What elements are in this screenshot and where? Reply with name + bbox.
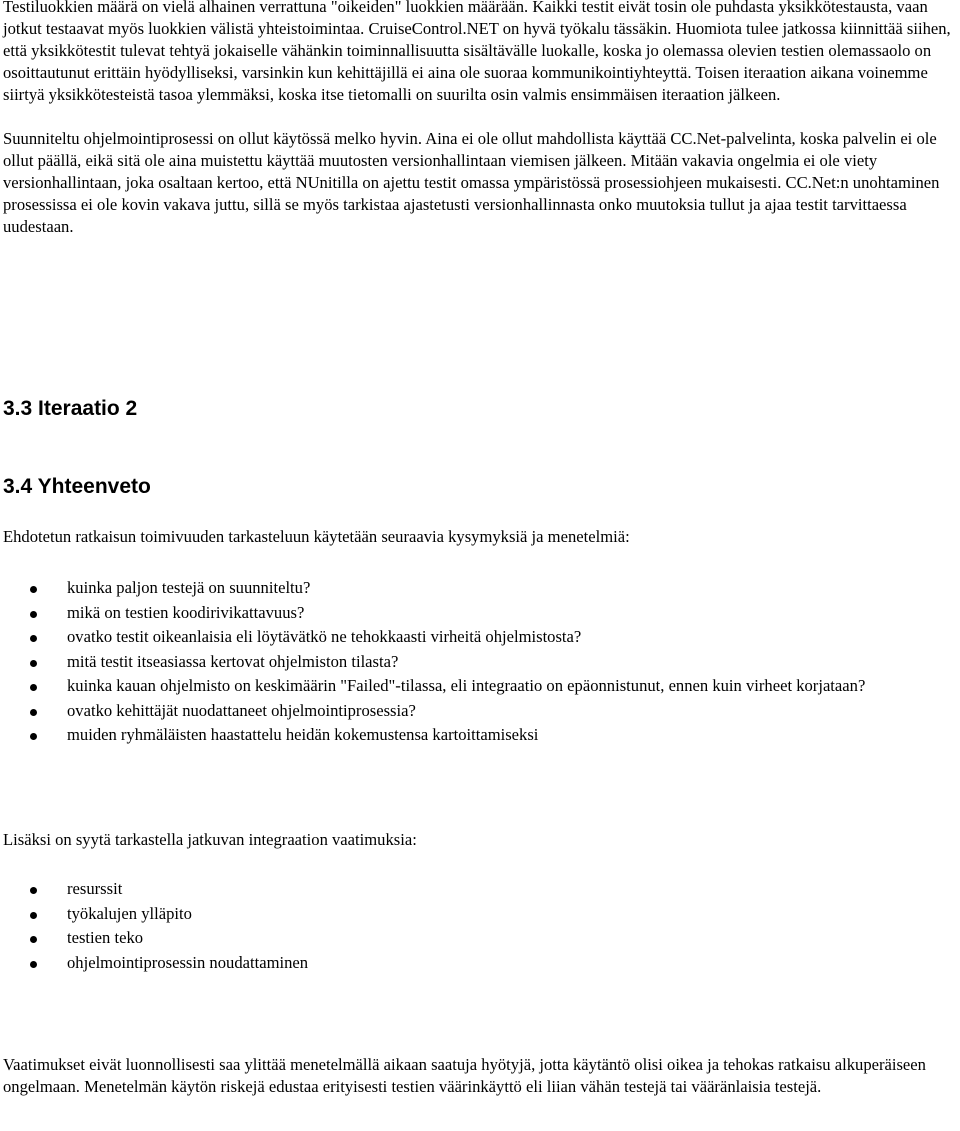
list-item: ovatko testit oikeanlaisia eli löytävätkö ne tehokkaasti virheitä ohjelmistosta? bbox=[3, 625, 955, 650]
list-item: mikä on testien koodirivikattavuus? bbox=[3, 601, 955, 626]
list-item: resurssit bbox=[3, 877, 955, 902]
list-item: kuinka paljon testejä on suunniteltu? bbox=[3, 576, 955, 601]
list-item: mitä testit itseasiassa kertovat ohjelmiston tilasta? bbox=[3, 650, 955, 675]
ci-requirements-list bbox=[3, 877, 955, 975]
list-item: muiden ryhmäläisten haastattelu heidän kokemustensa kartoittamiseksi bbox=[3, 723, 955, 748]
evaluation-questions-list bbox=[3, 576, 955, 748]
list-item: kuinka kauan ohjelmisto on keskimäärin "Failed"-tilassa, eli integraatio on epäonnistunut, ennen kuin virheet korjataan? bbox=[3, 674, 955, 699]
paragraph-ci-intro: Lisäksi on syytä tarkastella jatkuvan integraation vaatimuksia: bbox=[3, 830, 417, 849]
list-item: testien teko bbox=[3, 926, 955, 951]
document-page bbox=[3, 0, 955, 1096]
paragraph-unit-testing: Testiluokkien määrä on vielä alhainen verrattuna "oikeiden" luokkien määrään. Kaikki testit eivät tosin ole puhdasta yksikkötestausta, vaan jotkut testaavat myös luokkien välistä yhteistoimintaa. CruiseControl.NET on hyvä työkalu tässäkin. Huomiota tulee jatkossa kiinnittää siihen, että yksikkötestit tulevat tehtyä jokaiselle vähänkin toiminnallisuutta sisältävälle luokalle, koska jo olemassa olevien testien olemassaolo on osoittautunut erittäin hyödylliseksi, varsinkin kun kehittäjillä ei aina ole suoraa kommunikointiyhteyttä. Toisen iteraation aikana voinemme siirtyä yksikkötesteistä tasoa ylemmäksi, koska itse tietomalli on suurilta osin valmis ensimmäisen iteraation jälkeen. bbox=[3, 0, 951, 104]
list-item: ohjelmointiprosessin noudattaminen bbox=[3, 951, 955, 976]
heading-summary: 3.4 Yhteenveto bbox=[3, 475, 151, 498]
paragraph-summary-intro: Ehdotetun ratkaisun toimivuuden tarkasteluun käytetään seuraavia kysymyksiä ja menetelmiä: bbox=[3, 527, 630, 546]
list-item: ovatko kehittäjät nuodattaneet ohjelmointiprosessia? bbox=[3, 699, 955, 724]
paragraph-closing: Vaatimukset eivät luonnollisesti saa ylittää menetelmällä aikaan saatuja hyötyjä, jotta käytäntö olisi oikea ja tehokas ratkaisu alkuperäiseen ongelmaan. Menetelmän käytön riskejä edustaa erityisesti testien väärinkäyttö eli liian vähän testejä tai vääränlaisia testejä. bbox=[3, 1055, 926, 1096]
list-item: työkalujen ylläpito bbox=[3, 902, 955, 927]
heading-iteration-2: 3.3 Iteraatio 2 bbox=[3, 397, 138, 420]
paragraph-programming-process: Suunniteltu ohjelmointiprosessi on ollut käytössä melko hyvin. Aina ei ole ollut mahdollista käyttää CC.Net-palvelinta, koska palvelin ei ole ollut päällä, eikä sitä ole aina muistettu käyttää muutosten versionhallintaan viemisen jälkeen. Mitään vakavia ongelmia ei ole viety versionhallintaan, joka osaltaan kertoo, että NUnitilla on ajettu testit omassa ympäristössä prosessiohjeen mukaisesti. CC.Net:n unohtaminen prosessissa ei ole kovin vakava juttu, sillä se myös tarkistaa ajastetusti versionhallinnasta onko muutoksia tullut ja ajaa testit tarvittaessa uudestaan. bbox=[3, 129, 940, 236]
